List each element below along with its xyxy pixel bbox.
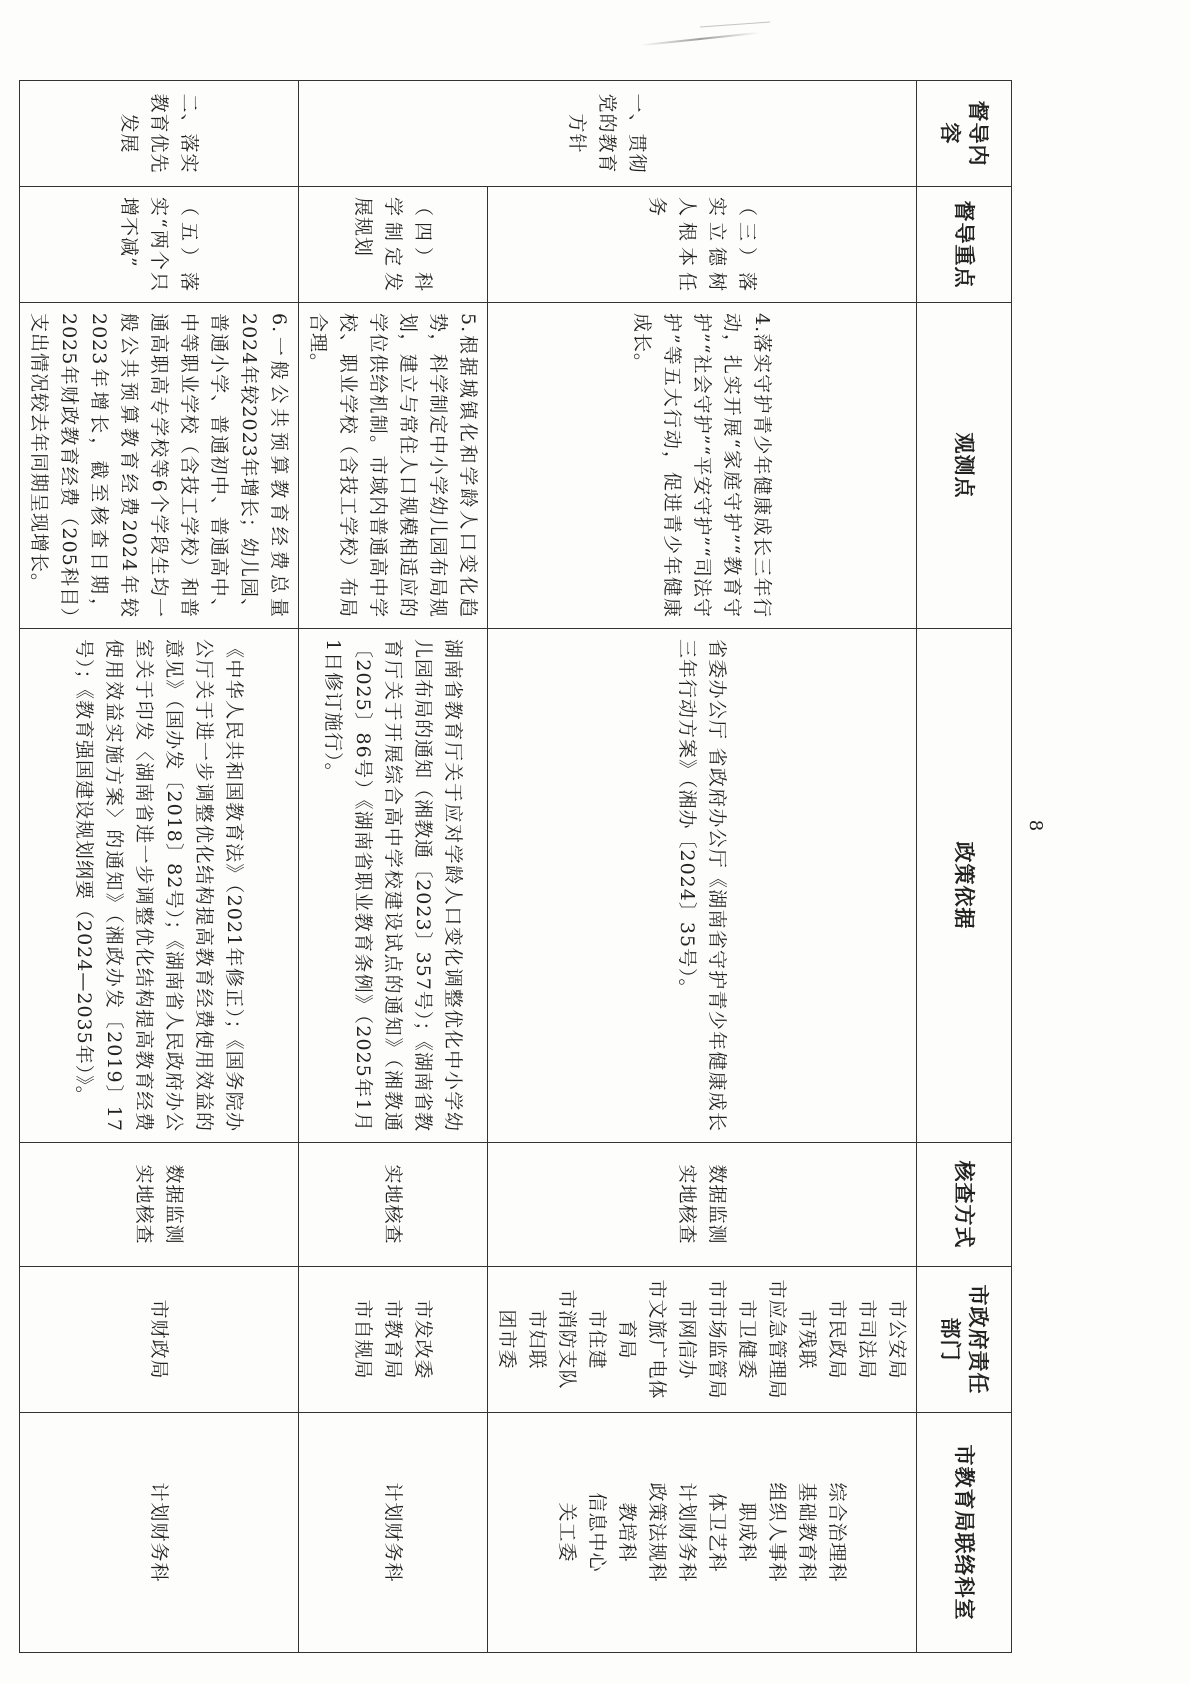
cell-policy: 省委办公厅 省政府办公厅《湖南省守护青少年健康成长三年行动方案》（湘办〔2024〕35号）。 <box>488 629 917 1143</box>
header-edu-dept: 市教育局联络科室 <box>917 1413 1012 1653</box>
cell-edu-depts <box>299 1413 488 1653</box>
cell-observation: 5.根据城镇化和学龄人口变化趋势，科学制定中小学幼儿园布局规划，建立与常住人口规模相适应的学位供给机制。市域内普通高中学校、职业学校（含技工学校）布局合理。 <box>299 303 488 629</box>
gov-dept-item: 市财政局 <box>148 1299 170 1380</box>
gov-dept-item: 市司法局 <box>856 1299 878 1380</box>
gov-dept-item: 市发改委 <box>412 1299 434 1380</box>
edu-dept-item: 关工委 <box>556 1502 578 1563</box>
gov-dept-item: 市公安局 <box>886 1299 908 1380</box>
method-item: 数据监测 <box>706 1164 728 1245</box>
gov-dept-item: 团市委 <box>496 1309 518 1370</box>
gov-dept-item: 市妇联 <box>526 1309 548 1370</box>
cell-edu-depts <box>20 1413 299 1653</box>
cell-method <box>299 1143 488 1267</box>
cell-gov-depts <box>488 1267 917 1413</box>
gov-dept-item: 市残联 <box>796 1309 818 1370</box>
cell-focus: （三）落实立德树人根本任务 <box>488 187 917 303</box>
cell-focus: （五）落实“两个只增不减” <box>20 187 299 303</box>
edu-dept-item: 政策法规科 <box>646 1482 668 1583</box>
cell-observation: 4.落实守护青少年健康成长三年行动，扎实开展“家庭守护”“教育守护”“社会守护”“平安守护”“司法守护”等五大行动，促进青少年健康成长。 <box>488 303 917 629</box>
scan-mark <box>640 32 760 47</box>
table-row <box>488 81 917 1653</box>
edu-dept-item: 计划财务科 <box>148 1482 170 1583</box>
edu-dept-item: 计划财务科 <box>676 1482 698 1583</box>
gov-dept-item: 市卫健委 <box>736 1299 758 1380</box>
header-focus: 督导重点 <box>917 187 1012 303</box>
header-gov-dept: 市政府责任部门 <box>917 1267 1012 1413</box>
table-row <box>299 81 488 1653</box>
edu-dept-item: 职成科 <box>736 1502 758 1563</box>
cell-edu-depts <box>488 1413 917 1653</box>
method-item: 实地核查 <box>676 1164 698 1245</box>
gov-dept-item: 市消防支队 <box>556 1289 578 1390</box>
edu-dept-item: 教培科 <box>616 1502 638 1563</box>
cell-content: 一、贯彻党的教育方针 <box>299 81 917 187</box>
header-method: 核查方式 <box>917 1143 1012 1267</box>
page-number: 8 <box>1025 819 1047 832</box>
scan-mark <box>700 22 770 28</box>
edu-dept-item: 综合治理科 <box>826 1482 848 1583</box>
gov-dept-item: 市自规局 <box>352 1299 374 1380</box>
cell-method <box>20 1143 299 1267</box>
cell-policy: 《中华人民共和国教育法》（2021年修正）；《国务院办公厅关于进一步调整优化结构提高教育经费使用效益的意见》（国办发〔2018〕82号）；《湖南省人民政府办公室关于印发〈湖南省进一步调整优化结构提高教育经费使用效益实施方案〉的通知》（湘政办发〔2019〕17号）；《教育强国建设规划纲要（2024—2035年）》。 <box>20 629 299 1143</box>
cell-content: 二、落实教育优先发展 <box>20 81 299 187</box>
gov-dept-item: 市文旅广电体育局 <box>616 1279 668 1400</box>
cell-focus: （四）科学制定发展规划 <box>299 187 488 303</box>
method-item: 实地核查 <box>133 1164 155 1245</box>
gov-dept-item: 市民政局 <box>826 1299 848 1380</box>
gov-dept-item: 市市场监管局 <box>706 1279 728 1400</box>
header-content: 督导内容 <box>917 81 1012 187</box>
edu-dept-item: 基础教育科 <box>796 1482 818 1583</box>
edu-dept-item: 信息中心 <box>586 1492 608 1573</box>
header-policy: 政策依据 <box>917 629 1012 1143</box>
edu-dept-item: 计划财务科 <box>382 1482 404 1583</box>
gov-dept-item: 市住建 <box>586 1309 608 1370</box>
cell-observation: 6.一般公共预算教育经费总量2024年较2023年增长；幼儿园、普通小学、普通初中、普通高中、中等职业学校（含技工学校）和普通高职高专学校等6个学段生均一般公共预算教育经费2024年较2023年增长，截至核查日期，2025年财政教育经费（205科目）支出情况较去年同期呈现增长。 <box>20 303 299 629</box>
cell-gov-depts <box>299 1267 488 1413</box>
edu-dept-item: 组织人事科 <box>766 1482 788 1583</box>
cell-gov-depts <box>20 1267 299 1413</box>
cell-policy: 湖南省教育厅关于应对学龄人口变化调整优化中小学幼儿园布局的通知（湘教通〔2023〕357号）；《湖南省教育厅关于开展综合高中学校建设试点的通知》（湘教通〔2025〕86号）《湖南省职业教育条例》（2025年1月1日修订施行）。 <box>299 629 488 1143</box>
gov-dept-item: 市网信办 <box>676 1299 698 1380</box>
method-item: 实地核查 <box>382 1164 404 1245</box>
cell-method <box>488 1143 917 1267</box>
table-row <box>20 81 299 1653</box>
edu-dept-item: 体卫艺科 <box>706 1492 728 1573</box>
gov-dept-item: 市教育局 <box>382 1299 404 1380</box>
rotated-table-container <box>28 80 1012 1652</box>
method-item: 数据监测 <box>163 1164 185 1245</box>
supervision-table <box>19 80 1012 1653</box>
table-header-row <box>917 81 1012 1653</box>
gov-dept-item: 市应急管理局 <box>766 1279 788 1400</box>
header-observation: 观测点 <box>917 303 1012 629</box>
